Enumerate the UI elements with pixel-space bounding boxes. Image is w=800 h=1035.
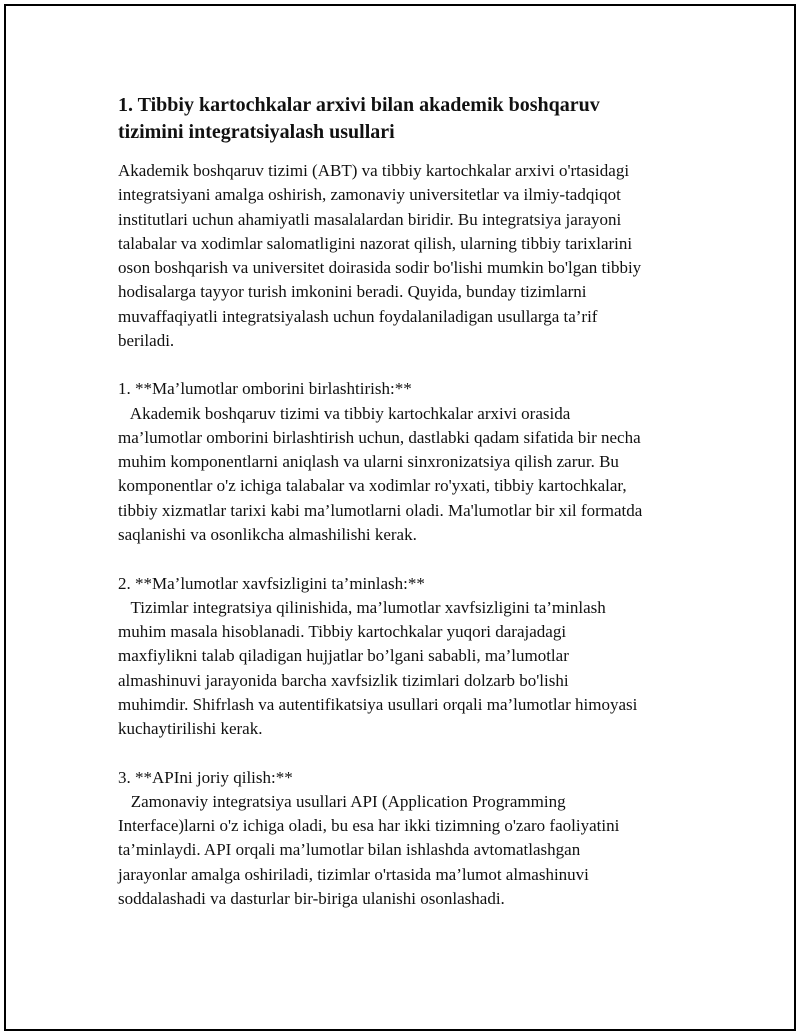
section-line: muhim komponentlarni aniqlash va ularni sinxronizatsiya qilish zarur. Bu <box>118 452 619 472</box>
section-line: muhimdir. Shifrlash va autentifikatsiya usullari orqali ma’lumotlar himoyasi <box>118 694 638 714</box>
section-line: almashinuvi jarayonida barcha xavfsizlik tizimlari dolzarb bo'lishi <box>118 670 569 690</box>
paragraph-line: oson boshqarish va universitet doirasida sodir bo'lishi mumkin bo'lgan tibbiy <box>118 258 642 278</box>
section-line: jarayonlar amalga oshiriladi, tizimlar o'rtasida ma’lumot almashinuvi <box>118 864 589 884</box>
paragraph-line: talabalar va xodimlar salomatligini nazorat qilish, ularning tibbiy tarixlarini <box>118 233 633 253</box>
paragraph-line: hodisalarga tayyor turish imkonini beradi. Quyida, bunday tizimlarni <box>118 282 587 302</box>
paragraph-line: beriladi. <box>118 330 175 350</box>
section-1 <box>118 377 758 547</box>
paragraph-line: integratsiyani amalga oshirish, zamonaviy universitetlar va ilmiy-tadqiqot <box>118 185 621 205</box>
section-line: maxfiylikni talab qiladigan hujjatlar bo’lgani sababli, ma’lumotlar <box>118 646 569 666</box>
section-line: Zamonaviy integratsiya usullari API (Application Programming <box>118 791 566 811</box>
paragraph-line: institutlari uchun ahamiyatli masalalardan biridir. Bu integratsiya jarayoni <box>118 209 622 229</box>
section-line: muhim masala hisoblanadi. Tibbiy kartochkalar yuqori darajadagi <box>118 622 567 642</box>
section-line: Akademik boshqaruv tizimi va tibbiy kartochkalar arxivi orasida <box>118 403 571 423</box>
section-line: komponentlar o'z ichiga talabalar va xodimlar ro'yxati, tibbiy kartochkalar, <box>118 476 627 496</box>
section-line: ma’lumotlar omborini birlashtirish uchun, dastlabki qadam sifatida bir necha <box>118 427 641 447</box>
section-2 <box>118 572 758 742</box>
document-body <box>118 92 758 936</box>
section-line: ta’minlaydi. API orqali ma’lumotlar bilan ishlashda avtomatlashgan <box>118 840 581 860</box>
document-title-line: 1. Tibbiy kartochkalar arxivi bilan akademik boshqaruv <box>118 94 600 116</box>
section-line: soddalashadi va dasturlar bir-biriga ulanishi osonlashadi. <box>118 888 505 908</box>
intro-paragraph <box>118 159 758 353</box>
section-3 <box>118 766 758 912</box>
section-heading: 1. **Ma’lumotlar omborini birlashtirish:** <box>118 379 412 399</box>
section-heading: 2. **Ma’lumotlar xavfsizligini ta’minlash:** <box>118 573 425 593</box>
section-line: Interface)larni o'z ichiga oladi, bu esa har ikki tizimning o'zaro faoliyatini <box>118 816 620 836</box>
section-heading: 3. **APIni joriy qilish:** <box>118 767 293 787</box>
section-line: Tizimlar integratsiya qilinishida, ma’lumotlar xavfsizligini ta’minlash <box>118 597 606 617</box>
document-title-line: tizimini integratsiyalash usullari <box>118 121 395 143</box>
document-title <box>118 92 758 146</box>
section-line: tibbiy xizmatlar tarixi kabi ma’lumotlarni oladi. Ma'lumotlar bir xil formatda <box>118 500 643 520</box>
paragraph-line: muvaffaqiyatli integratsiyalash uchun foydalaniladigan usullarga ta’rif <box>118 306 598 326</box>
paragraph-line: Akademik boshqaruv tizimi (ABT) va tibbiy kartochkalar arxivi o'rtasidagi <box>118 161 630 180</box>
section-line: kuchaytirilishi kerak. <box>118 719 263 739</box>
section-line: saqlanishi va osonlikcha almashilishi kerak. <box>118 524 417 544</box>
